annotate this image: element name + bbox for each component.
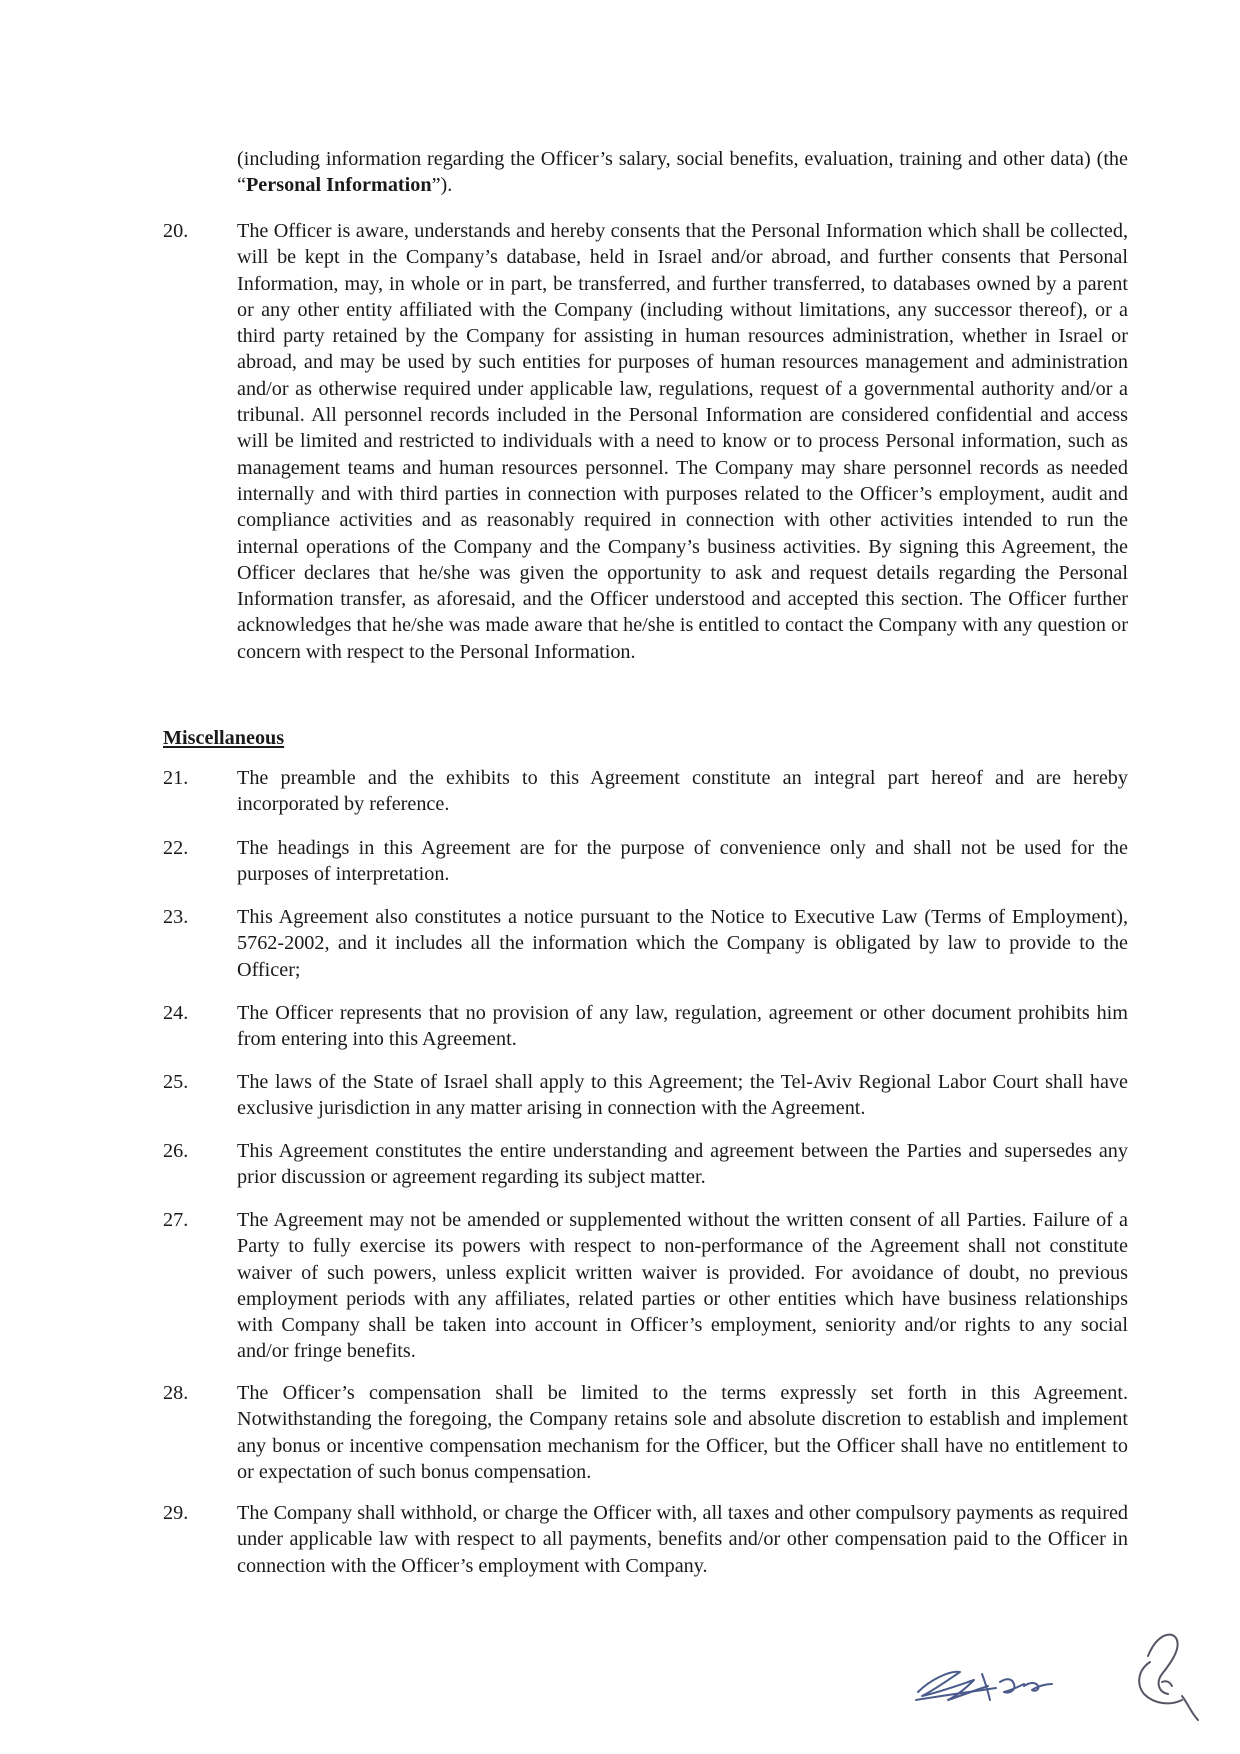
clause-26: [163, 1138, 1128, 1191]
clause-text: The Agreement may not be amended or supplemented without the written consent of all Parties. Failure of a Party to fully exercise its powers with respect to non-performance of the Agreement shall not constitute waiver of such powers, unless explicit written waiver is provided. For avoidance of doubt, no previous employment periods with any affiliates, related parties or other entities which have business relationships with Company shall be taken into account in Officer’s employment, seniority and/or rights to any social and/or fringe benefits.: [237, 1209, 1128, 1363]
clause-29: [163, 1500, 1128, 1579]
clause-number: 26.: [163, 1140, 189, 1162]
clause-text: The laws of the State of Israel shall apply to this Agreement; the Tel-Aviv Regional Labor Court shall have exclusive jurisdiction in any matter arising in connection with the Agreement.: [237, 1071, 1128, 1120]
clause-number: 23.: [163, 906, 189, 928]
clause-text: This Agreement also constitutes a notice pursuant to the Notice to Executive Law (Terms of Employment), 5762-2002, and it includes all the information which the Company is obligated by law to provide to the Officer;: [237, 906, 1128, 981]
defined-term: Personal Information: [245, 174, 432, 197]
clause-number: 29.: [163, 1502, 189, 1524]
clause-text: The preamble and the exhibits to this Agreement constitute an integral part hereof and are hereby incorporated by reference.: [237, 767, 1128, 816]
clause-text: The Officer is aware, understands and hereby consents that the Personal Information which shall be collected, will be kept in the Company’s database, held in Israel and/or abroad, and further consents that Personal Information, may, in whole or in part, be transferred, and further transferred, to databases owned by a parent or any other entity affiliated with the Company (including without limitations, any successor thereof), or a third party retained by the Company for assisting in human resources administration, whether in Israel or abroad, and may be used by such entities for purposes of human resources management and administration and/or as otherwise required under applicable law, regulations, request of a governmental authority and/or a tribunal. All personnel records included in the Personal Information are considered confidential and access will be limited and restricted to individuals with a need to know or to process Personal information, such as management teams and human resources personnel. The Company may share personnel records as needed internally and with third parties in connection with purposes related to the Officer’s employment, audit and compliance activities and as reasonably required in connection with other activities intended to run the internal operations of the Company and the Company’s business activities. By signing this Agreement, the Officer declares that he/she was given the opportunity to ask and request details regarding the Personal Information transfer, as aforesaid, and the Officer understood and accepted this section. The Officer further acknowledges that he/she was made aware that he/she is entitled to contact the Company with any question or concern with respect to the Personal Information.: [237, 220, 1128, 663]
clause-number: 25.: [163, 1071, 189, 1093]
continuation-paragraph: [237, 146, 1128, 199]
clause-text: The Company shall withhold, or charge the Officer with, all taxes and other compulsory payments as required under applicable law with respect to all payments, benefits and/or other compensation paid to the Officer in connection with the Officer’s employment with Company.: [237, 1502, 1128, 1577]
section-heading-miscellaneous: Miscellaneous: [163, 727, 285, 749]
clause-number: 24.: [163, 1002, 189, 1024]
clause-21: [163, 765, 1128, 818]
clause-text: This Agreement constitutes the entire understanding and agreement between the Parties and supersedes any prior discussion or agreement regarding its subject matter.: [237, 1140, 1128, 1189]
clause-28: [163, 1380, 1128, 1485]
clause-22: [163, 835, 1128, 888]
continuation-text-after: ”).: [431, 174, 453, 197]
signature-company: [1139, 1635, 1198, 1720]
clause-number: 22.: [163, 837, 189, 859]
clause-25: [163, 1069, 1128, 1122]
clause-number: 27.: [163, 1209, 189, 1231]
clause-23: [163, 904, 1128, 983]
handwritten-signatures: [900, 1600, 1220, 1730]
clause-24: [163, 1000, 1128, 1053]
clause-text: The Officer represents that no provision of any law, regulation, agreement or other document prohibits him from entering into this Agreement.: [237, 1002, 1128, 1051]
clause-number: 20.: [163, 220, 189, 242]
clause-27: [163, 1207, 1128, 1365]
clause-number: 28.: [163, 1382, 189, 1404]
signature-area: [900, 1600, 1220, 1730]
clause-number: 21.: [163, 767, 189, 789]
clause-text: The Officer’s compensation shall be limited to the terms expressly set forth in this Agreement. Notwithstanding the foregoing, the Company retains sole and absolute discretion to establish and implement any bonus or incentive compensation mechanism for the Officer, but the Officer shall have no entitlement to or expectation of such bonus compensation.: [237, 1382, 1128, 1483]
clause-text: The headings in this Agreement are for the purpose of convenience only and shall not be used for the purposes of interpretation.: [237, 837, 1128, 886]
signature-officer: [916, 1672, 1052, 1700]
continuation-text-before: (including information regarding the Officer’s salary, social benefits, evaluation, training and other data) (the “: [237, 148, 1128, 197]
clause-20: [163, 218, 1128, 665]
